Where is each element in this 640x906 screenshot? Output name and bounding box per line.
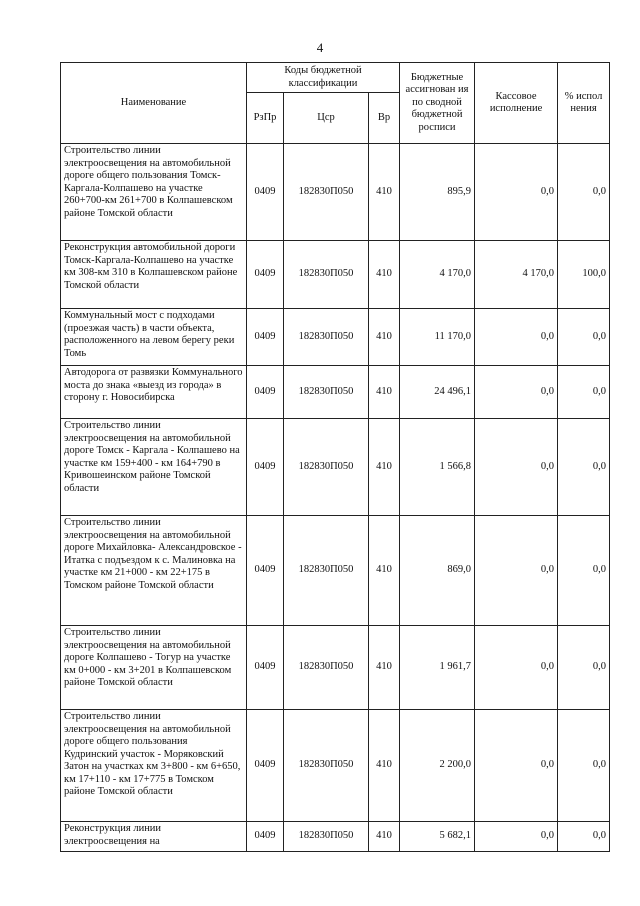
- row-rzpr: 0409: [247, 516, 284, 626]
- row-execution: 0,0: [475, 710, 558, 822]
- row-allocation: 1 566,8: [400, 419, 475, 516]
- row-name: Строительство линии электроосвещения на автомобильной дороге Михайловка- Александровское - Итатка с подъездом к с. Малиновка на участке км 21+000 - км 22+175 в Томском районе Томской области: [61, 516, 247, 626]
- row-percent: 0,0: [558, 626, 610, 710]
- row-vr: 410: [369, 241, 400, 309]
- row-percent: 0,0: [558, 366, 610, 419]
- table-row: [61, 144, 610, 241]
- row-rzpr: 0409: [247, 419, 284, 516]
- table-row: [61, 516, 610, 626]
- row-percent: 0,0: [558, 309, 610, 366]
- table-row: [61, 710, 610, 822]
- row-allocation: 895,9: [400, 144, 475, 241]
- row-vr: 410: [369, 309, 400, 366]
- row-csr: 182830П050: [284, 710, 369, 822]
- row-execution: 0,0: [475, 626, 558, 710]
- header-vr: Вр: [369, 93, 400, 144]
- row-csr: 182830П050: [284, 366, 369, 419]
- table-row: [61, 241, 610, 309]
- row-csr: 182830П050: [284, 419, 369, 516]
- row-name: Строительство линии электроосвещения на автомобильной дороге Томск - Каргала - Колпашево на участке км 159+400 - км 164+790 в Кривошеинском районе Томской области: [61, 419, 247, 516]
- row-allocation: 869,0: [400, 516, 475, 626]
- table-row: [61, 626, 610, 710]
- row-name: Строительство линии электроосвещения на автомобильной дороге общего пользования Томск-Каргала-Колпашево на участке 260+700-км 261+700 в Колпашевском районе Томской области: [61, 144, 247, 241]
- row-allocation: 1 961,7: [400, 626, 475, 710]
- row-vr: 410: [369, 144, 400, 241]
- table-row: [61, 309, 610, 366]
- row-vr: 410: [369, 419, 400, 516]
- row-allocation: 11 170,0: [400, 309, 475, 366]
- row-vr: 410: [369, 822, 400, 852]
- row-name: Коммунальный мост с подходами (проезжая часть) в части объекта, расположенного на левом берегу реки Томь: [61, 309, 247, 366]
- header-rzpr: РзПр: [247, 93, 284, 144]
- row-csr: 182830П050: [284, 822, 369, 852]
- row-execution: 0,0: [475, 516, 558, 626]
- header-name: Наименование: [61, 63, 247, 144]
- row-percent: 0,0: [558, 822, 610, 852]
- row-csr: 182830П050: [284, 144, 369, 241]
- row-csr: 182830П050: [284, 516, 369, 626]
- header-allocations: Бюджетные ассигнован ия по сводной бюджетной росписи: [400, 63, 475, 144]
- header-codes: Коды бюджетной классификации: [247, 63, 400, 93]
- row-csr: 182830П050: [284, 626, 369, 710]
- row-rzpr: 0409: [247, 822, 284, 852]
- budget-table: [60, 62, 610, 852]
- row-rzpr: 0409: [247, 710, 284, 822]
- row-vr: 410: [369, 366, 400, 419]
- row-execution: 0,0: [475, 366, 558, 419]
- row-execution: 0,0: [475, 419, 558, 516]
- row-execution: 0,0: [475, 144, 558, 241]
- row-allocation: 2 200,0: [400, 710, 475, 822]
- row-rzpr: 0409: [247, 241, 284, 309]
- header-percent: % испол нения: [558, 63, 610, 144]
- row-percent: 0,0: [558, 419, 610, 516]
- row-percent: 0,0: [558, 710, 610, 822]
- table-row: [61, 366, 610, 419]
- row-allocation: 24 496,1: [400, 366, 475, 419]
- row-rzpr: 0409: [247, 144, 284, 241]
- row-vr: 410: [369, 710, 400, 822]
- row-allocation: 5 682,1: [400, 822, 475, 852]
- row-vr: 410: [369, 626, 400, 710]
- row-rzpr: 0409: [247, 626, 284, 710]
- row-name: Реконструкция автомобильной дороги Томск-Каргала-Колпашево на участке км 308-км 310 в Колпашевском районе Томской области: [61, 241, 247, 309]
- row-csr: 182830П050: [284, 241, 369, 309]
- row-allocation: 4 170,0: [400, 241, 475, 309]
- row-execution: 4 170,0: [475, 241, 558, 309]
- table-row: [61, 822, 610, 852]
- page-number: 4: [316, 40, 324, 55]
- header-csr: Цср: [284, 93, 369, 144]
- row-rzpr: 0409: [247, 366, 284, 419]
- row-percent: 0,0: [558, 516, 610, 626]
- row-execution: 0,0: [475, 309, 558, 366]
- table-row: [61, 419, 610, 516]
- row-name: Автодорога от развязки Коммунального моста до знака «выезд из города» в сторону г. Новосибирска: [61, 366, 247, 419]
- row-execution: 0,0: [475, 822, 558, 852]
- row-csr: 182830П050: [284, 309, 369, 366]
- row-rzpr: 0409: [247, 309, 284, 366]
- row-percent: 0,0: [558, 144, 610, 241]
- header-execution: Кассовое исполнение: [475, 63, 558, 144]
- row-name: Строительство линии электроосвещения на автомобильной дороге общего пользования Кудринский участок - Моряковский Затон на участках км 3+800 - км 6+650, км 17+110 - км 17+775 в Томском районе Томской области: [61, 710, 247, 822]
- row-percent: 100,0: [558, 241, 610, 309]
- row-name: Реконструкция линии электроосвещения на: [61, 822, 247, 852]
- row-vr: 410: [369, 516, 400, 626]
- row-name: Строительство линии электроосвещения на автомобильной дороге Колпашево - Тогур на участке км 0+000 - км 3+201 в Колпашевском районе Томской области: [61, 626, 247, 710]
